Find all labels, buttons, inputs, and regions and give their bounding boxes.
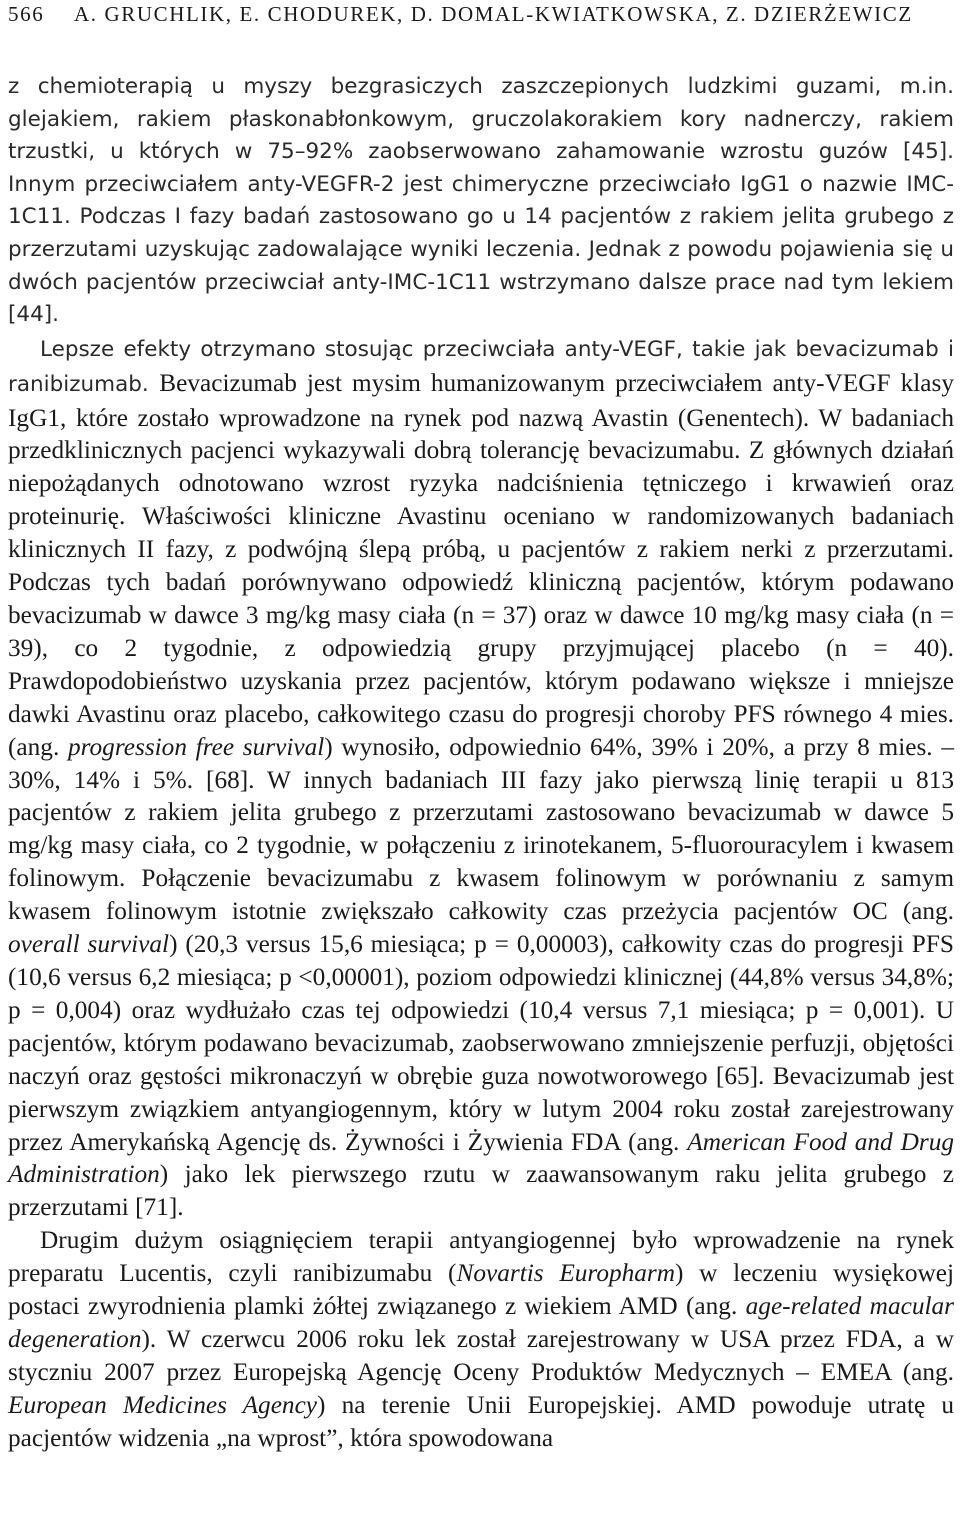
paragraph-text-sans: Lepsze efekty otrzymano stosując przeciwciała anty-VEGF, takie jak bevacizumab i ranibizumab. [8, 336, 954, 397]
page-number: 566 [8, 2, 45, 26]
term-os: overall survival [8, 930, 170, 959]
paragraph-text: ). W czerwcu 2006 roku lek został zarejestrowany w USA przez FDA, a w styczniu 2007 przez Europejską Agencję Oceny Produktów Medycznych – EMEA (ang. [8, 1324, 954, 1386]
running-head [8, 0, 954, 41]
term-amd: age-related macular degeneration [8, 1292, 954, 1353]
term-pfs: progression free survival [67, 732, 325, 761]
paragraph-text: Bevacizumab jest mysim humanizowanym przeciwciałem anty-VEGF klasy IgG1, które zostało wprowadzone na rynek pod nazwą Avastin (Genentech). W badaniach przedklinicznych pacjenci wykazywali dobrą tolerancję bevacizumabu. Z głównych działań niepożądanych odnotowano wzrost ryzyka nadciśnienia tętniczego i krwawień oraz proteinurię. Właściwości kliniczne Avastinu oceniano w randomizowanych badaniach klinicznych II fazy, z podwójną ślepą próbą, u pacjentów z rakiem nerki z przerzutami. Podczas tych badań porównywano odpowiedź kliniczną pacjentów, którym podawano bevacizumab w dawce 3 mg/kg masy ciała (n = 37) oraz w dawce 10 mg/kg masy ciała (n = 39), co 2 tygodnie, z odpowiedzią grupy przyjmującej placebo (n = 40). Prawdopodobieństwo uzyskania przez pacjentów, którym podawano większe i mniejsze dawki Avastinu oraz placebo, całkowitego czasu do progresji choroby PFS równego 4 mies. (ang. [8, 368, 954, 761]
paragraph-text: ) w leczeniu wysiękowej postaci zwyrodnienia plamki żółtej związanego z wiekiem AMD (ang. [8, 1259, 954, 1321]
paragraph-text: ) jako lek pierwszego rzutu w zaawansowanym raku jelita grubego z przerzutami [71]. [8, 1160, 954, 1222]
paragraph-anti-vegfr2 [8, 71, 954, 332]
paragraph-text: ) (20,3 versus 15,6 miesiąca; p = 0,00003), całkowity czas do progresji PFS (10,6 versus 6,2 miesiąca; p <0,00001), poziom odpowiedzi klinicznej (44,8% versus 34,8%; p = 0,004) oraz wydłużało czas tej odpowiedzi (10,4 versus 7,1 miesiąca; p = 0,001). U pacjentów, którym podawano bevacizumab, zaobserwowano zmniejszenie perfuzji, objętości naczyń oraz gęstości mikronaczyń w obrębie guza nowotworowego [65]. Bevacizumab jest pierwszym związkiem antyangiogennym, który w lutym 2004 roku został zarejestrowany przez Amerykańską Agencję ds. Żywności i Żywienia FDA (ang. [8, 930, 954, 1156]
term-novartis: Novartis Europharm [456, 1259, 676, 1288]
paragraph-text: z chemioterapią u myszy bezgrasiczych zaszczepionych ludzkimi guzami, m.in. glejakiem, rakiem płaskonabłonkowym, gruczolakorakiem kory nadnerczy, rakiem trzustki, u których w 75–92% zaobserwowano zahamowanie wzrostu guzów [45]. Innym przeciwciałem anty-VEGFR-2 jest chimeryczne przeciwciało IgG1 o nazwie IMC-1C11. Podczas I fazy badań zastosowano go u 14 pacjentów z rakiem jelita grubego z przerzutami uzyskując zadowalające wyniki leczenia. Jednak z powodu pojawienia się u dwóch pacjentów przeciwciał anty-IMC-1C11 wstrzymano dalsze prace nad tym lekiem [44]. [8, 74, 954, 328]
paragraph-text: ) wynosiło, odpowiednio 64%, 39% i 20%, a przy 8 mies. – 30%, 14% i 5%. [68]. W innych badaniach III fazy jako pierwszą linię terapii u 813 pacjentów z rakiem jelita grubego z przerzutami zastosowano bevacizumab w dawce 5 mg/kg masy ciała, co 2 tygodnie, w połączeniu z irinotekanem, 5-fluorouracylem i kwasem folinowym. Połączenie bevacizumabu z kwasem folinowym w porównaniu z samym kwasem folinowym istotnie zwiększało całkowity czas przeżycia pacjentów OC (ang. [8, 732, 954, 926]
running-head-authors: A. GRUCHLIK, E. CHODUREK, D. DOMAL-KWIATKOWSKA, Z. DZIERŻEWICZ [74, 2, 913, 26]
paragraph-ranibizumab [8, 1224, 954, 1454]
paragraph-text: ) na terenie Unii Europejskiej. AMD powoduje utratę u pacjentów widzenia „na wprost”, która spowodowana [8, 1390, 954, 1452]
paragraph-bevacizumab [8, 332, 954, 1224]
term-emea: European Medicines Agency [8, 1390, 318, 1419]
paragraph-text: Drugim dużym osiągnięciem terapii antyangiogennej było wprowadzenie na rynek preparatu Lucentis, czyli ranibizumabu ( [8, 1226, 954, 1288]
journal-page [8, 0, 954, 1455]
term-fda: American Food and Drug Administration [8, 1127, 954, 1189]
